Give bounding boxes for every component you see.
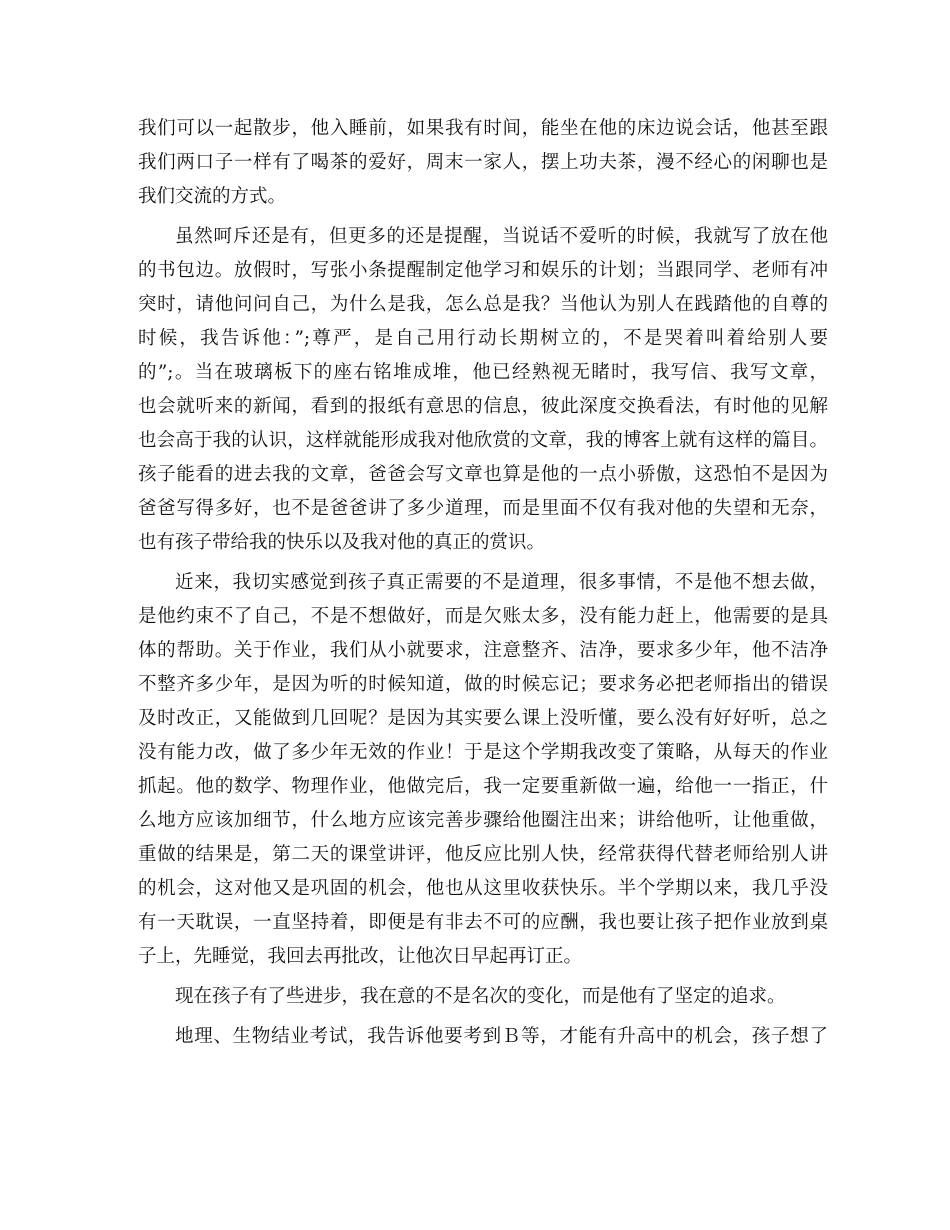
paragraph-exams xyxy=(138,1020,828,1054)
paragraph-line: 我们交流的方式。 xyxy=(138,186,287,207)
paragraph-line: 孩子能看的进去我的文章，爸爸会写文章也算是他的一点小骄傲，这恐怕不是因为 xyxy=(138,464,828,485)
document-body xyxy=(138,112,828,1054)
paragraph-line: 的书包边。放假时，写张小条提醒制定他学习和娱乐的计划；当跟同学、老师有冲 xyxy=(138,260,828,281)
paragraph-progress xyxy=(138,980,828,1014)
paragraph-line: 重做的结果是，第二天的课堂讲评，他反应比别人快，经常获得代替老师给别人讲 xyxy=(138,844,828,865)
paragraph-line: 有一天耽误，一直坚持着，即便是有非去不可的应酬，我也要让孩子把作业放到桌 xyxy=(138,912,828,933)
paragraph-line: 的机会，这对他又是巩固的机会，他也从这里收获快乐。半个学期以来，我几乎没 xyxy=(138,878,828,899)
paragraph-line: 爸爸写得多好，也不是爸爸讲了多少道理，而是里面不仅有我对他的失望和无奈， xyxy=(138,498,828,519)
paragraph-line: 不整齐多少年，是因为听的时候知道，做的时候忘记；要求务必把老师指出的错误 xyxy=(138,674,828,695)
paragraph-line: 及时改正，又能做到几回呢？是因为其实要么课上没听懂，要么没有好好听，总之 xyxy=(138,708,828,729)
paragraph-walks-and-tea xyxy=(138,112,828,214)
paragraph-line: 现在孩子有了些进步，我在意的不是名次的变化，而是他有了坚定的追求。 xyxy=(175,986,786,1007)
paragraph-line: 我们可以一起散步，他入睡前，如果我有时间，能坐在他的床边说会话，他甚至跟 xyxy=(138,118,828,139)
paragraph-line: 子上，先睡觉，我回去再批改，让他次日早起再订正。 xyxy=(138,946,583,967)
paragraph-line: 也会高于我的认识，这样就能形成我对他欣赏的文章，我的博客上就有这样的篇目。 xyxy=(138,430,828,451)
paragraph-line: 没有能力改，做了多少年无效的作业！于是这个学期我改变了策略，从每天的作业 xyxy=(138,742,828,763)
paragraph-homework xyxy=(138,566,828,974)
paragraph-line: 体的帮助。关于作业，我们从小就要求，注意整齐、洁净，要求多少年，他不洁净 xyxy=(138,640,828,661)
paragraph-line: 虽然呵斥还是有，但更多的还是提醒，当说话不爱听的时候，我就写了放在他 xyxy=(175,226,828,247)
paragraph-line: 么地方应该加细节，什么地方应该完善步骤给他圈注出来；讲给他听，让他重做， xyxy=(138,810,828,831)
paragraph-line: 我们两口子一样有了喝茶的爱好，周末一家人，摆上功夫茶，漫不经心的闲聊也是 xyxy=(138,152,828,173)
paragraph-line: 也有孩子带给我的快乐以及我对他的真正的赏识。 xyxy=(138,532,546,553)
paragraph-line: 突时，请他问问自己，为什么是我，怎么总是我？当他认为别人在践踏他的自尊的 xyxy=(138,294,828,315)
paragraph-line: 近来，我切实感觉到孩子真正需要的不是道理，很多事情，不是他不想去做， xyxy=(175,572,828,593)
paragraph-line: 是他约束不了自己，不是不想做好，而是欠账太多，没有能力赶上，他需要的是具 xyxy=(138,606,828,627)
paragraph-line: 的”;。当在玻璃板下的座右铭堆成堆，他已经熟视无睹时，我写信、我写文章， xyxy=(138,362,828,383)
paragraph-line: 地理、生物结业考试，我告诉他要考到Ｂ等，才能有升高中的机会，孩子想了 xyxy=(175,1026,828,1047)
paragraph-line: 也会就听来的新闻，看到的报纸有意思的信息，彼此深度交换看法，有时他的见解 xyxy=(138,396,828,417)
paragraph-reminders xyxy=(138,220,828,560)
paragraph-line: 时候，我告诉他：”;尊严，是自己用行动长期树立的，不是哭着叫着给别人要 xyxy=(138,328,828,349)
paragraph-line: 抓起。他的数学、物理作业，他做完后，我一定要重新做一遍，给他一一指正，什 xyxy=(138,776,828,797)
